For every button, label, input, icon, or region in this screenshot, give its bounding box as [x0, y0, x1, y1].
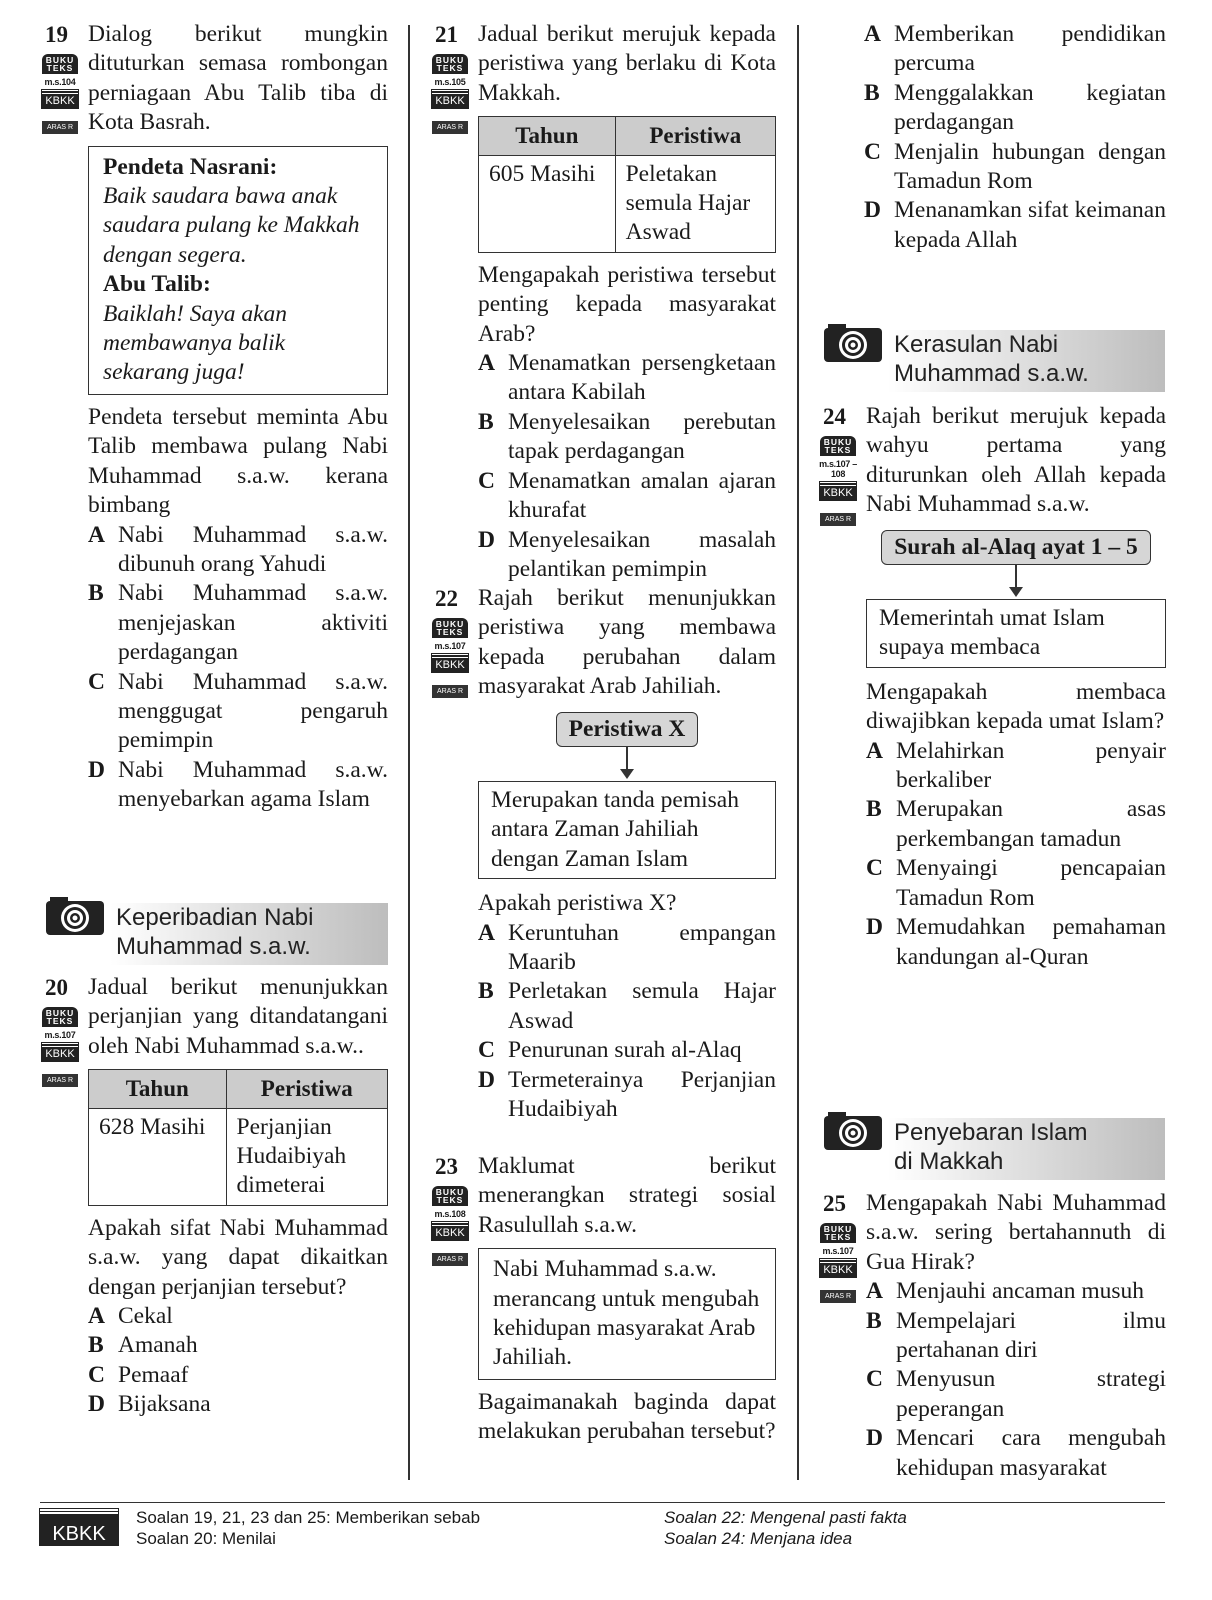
option-letter: C — [866, 855, 883, 882]
option-text: Menamatkan amalan ajaran khurafat — [508, 467, 776, 524]
kbkk-icon: KBKK — [820, 482, 856, 500]
table-row — [89, 1108, 388, 1205]
info-box: Nabi Muhammad s.a.w. merancang untuk mengubah kehidupan masyarakat Arab Jahiliah. — [478, 1248, 776, 1380]
section-title — [888, 1118, 1165, 1180]
option-letter: D — [88, 1391, 105, 1418]
kbkk-logo: KBKK — [40, 1509, 118, 1545]
option-letter: B — [88, 580, 104, 607]
option-letter: D — [866, 1425, 883, 1452]
aras-icon: ARAS R — [820, 513, 856, 526]
footer-note: Soalan 24: Menjana idea — [664, 1529, 853, 1548]
section-title-line: Muhammad s.a.w. — [894, 360, 1089, 387]
table-header: Tahun — [89, 1070, 227, 1108]
question-24 — [818, 402, 1166, 972]
table-header: Peristiwa — [226, 1070, 387, 1108]
footer-note: Soalan 19, 21, 23 dan 25: Memberikan sebab — [136, 1508, 481, 1527]
option-letter: B — [478, 408, 494, 435]
question-text: Mengapakah peristiwa tersebut penting kepada masyarakat Arab? — [478, 261, 776, 347]
question-21 — [430, 20, 776, 584]
buku-teks-icon: BUKU TEKS — [432, 1186, 468, 1206]
diagram-head-box: Surah al-Alaq ayat 1 – 5 — [881, 530, 1151, 565]
stem-text: Mengapakah Nabi Muhammad s.a.w. sering bertahannuth di Gua Hirak? — [866, 1190, 1166, 1275]
option-letter: B — [866, 796, 882, 823]
option-letter: B — [864, 79, 880, 106]
answer-option — [866, 737, 1166, 796]
textbook-badges — [40, 54, 80, 134]
option-text: Melahirkan penyair berkaliber — [896, 737, 1166, 794]
answer-option — [478, 1066, 776, 1125]
answer-option — [866, 795, 1166, 854]
option-text: Menyusun strategi peperangan — [896, 1366, 1166, 1422]
section-header-penyebaran — [822, 1110, 1165, 1180]
section-title-line: Muhammad s.a.w. — [116, 933, 311, 960]
table-cell: 628 Masihi — [89, 1108, 227, 1205]
table-row — [479, 155, 776, 252]
answer-option — [866, 1307, 1166, 1366]
textbook-badges — [430, 1186, 470, 1266]
question-text: Apakah sifat Nabi Muhammad s.a.w. yang dapat dikaitkan dengan perjanjian tersebut? — [88, 1214, 388, 1300]
aras-icon: ARAS R — [42, 1074, 78, 1087]
table-header-row — [479, 117, 776, 155]
section-header-kerasulan — [822, 322, 1165, 392]
kbkk-icon: KBKK — [42, 90, 78, 108]
answer-option — [88, 668, 388, 756]
question-number: 24 — [823, 404, 846, 429]
section-title — [110, 903, 388, 965]
answer-option — [478, 408, 776, 467]
option-letter: C — [478, 467, 495, 494]
aras-icon: ARAS R — [432, 121, 468, 134]
option-text: Menggalakkan kegiatan perdagangan — [894, 79, 1166, 136]
question-number: 23 — [435, 1154, 458, 1179]
arrow-down-icon — [626, 747, 628, 777]
answer-option — [866, 1424, 1166, 1483]
option-text: Nabi Muhammad s.a.w. menjejaskan aktiviti perdagangan — [118, 580, 388, 666]
option-text: Perletakan semula Hajar Aswad — [508, 978, 776, 1034]
stem-text: Rajah berikut menunjukkan peristiwa yang membawa kepada perubahan dalam masyarakat Arab Jahiliah. — [478, 585, 776, 700]
question-body — [430, 584, 776, 1125]
buku-teks-icon: BUKU TEKS — [820, 436, 856, 456]
speaker-name: Pendeta Nasrani: — [103, 153, 278, 180]
answer-option — [866, 913, 1166, 972]
option-letter: A — [866, 737, 883, 764]
option-letter: A — [864, 21, 881, 47]
diagram-result-box: Memerintah umat Islam supaya membaca — [866, 599, 1166, 668]
question-25 — [818, 1189, 1166, 1483]
textbook-badges — [818, 436, 858, 526]
section-header-keperibadian — [44, 895, 388, 965]
option-letter: A — [88, 521, 105, 548]
option-letter: A — [478, 919, 495, 946]
page-reference: m.s.107 — [44, 1030, 76, 1040]
answer-option — [864, 20, 1166, 79]
option-text: Termeterainya Perjanjian Hudaibiyah — [508, 1066, 776, 1123]
stem-text: Dialog berikut mungkin dituturkan semasa rombongan perniagaan Abu Talib tiba di Kota Basrah. — [88, 21, 388, 136]
textbook-badges — [818, 1223, 858, 1303]
option-letter: C — [866, 1366, 883, 1393]
textbook-badges — [430, 54, 470, 134]
flow-diagram — [866, 530, 1166, 668]
question-body — [818, 1189, 1166, 1483]
option-text: Nabi Muhammad s.a.w. menyebarkan agama Islam — [118, 756, 388, 813]
question-stem — [88, 973, 388, 1061]
kbkk-icon: KBKK — [820, 1259, 856, 1277]
stem-text: Jadual berikut menunjukkan perjanjian yang ditandatangani oleh Nabi Muhammad s.a.w.. — [88, 974, 388, 1059]
question-number: 20 — [45, 975, 68, 1000]
answer-option — [864, 196, 1166, 255]
dialog-line: Baik saudara bawa anak saudara pulang ke Makkah dengan segera. — [103, 183, 360, 268]
question-text: Bagaimanakah baginda dapat melakukan perubahan tersebut? — [478, 1388, 776, 1445]
answer-option — [864, 138, 1166, 197]
buku-teks-icon: BUKU TEKS — [42, 54, 78, 74]
table-header: Tahun — [479, 117, 616, 155]
answer-option — [866, 854, 1166, 913]
option-letter: A — [478, 350, 495, 377]
option-text: Penurunan surah al-Alaq — [508, 1037, 742, 1064]
option-text: Menjalin hubungan dengan Tamadun Rom — [894, 138, 1166, 195]
question-body — [430, 1152, 776, 1447]
option-text: Menjauhi ancaman musuh — [896, 1278, 1144, 1305]
answer-option — [478, 526, 776, 585]
answer-option — [866, 1277, 1166, 1306]
option-text: Pemaaf — [118, 1361, 189, 1388]
kbkk-icon: KBKK — [432, 90, 468, 108]
option-letter: D — [478, 526, 495, 553]
textbook-badges — [40, 1007, 80, 1087]
answer-option — [88, 1361, 388, 1390]
aras-icon: ARAS R — [820, 1290, 856, 1303]
option-letter: A — [88, 1303, 105, 1330]
section-title-line: Kerasulan Nabi — [894, 331, 1059, 358]
option-letter: B — [478, 978, 494, 1005]
section-title-line: Penyebaran Islam — [894, 1119, 1088, 1146]
question-stem — [478, 1152, 776, 1240]
option-text: Keruntuhan empangan Maarib — [508, 919, 776, 976]
option-letter: C — [478, 1037, 495, 1064]
answer-option — [88, 756, 388, 815]
footer-note: Soalan 20: Menilai — [136, 1529, 276, 1548]
option-text: Memberikan pendidikan percuma — [894, 21, 1166, 77]
table-cell: Peletakan semula Hajar Aswad — [615, 155, 775, 252]
option-text: Nabi Muhammad s.a.w. dibunuh orang Yahudi — [118, 521, 388, 577]
answer-option — [478, 977, 776, 1036]
question-stem — [478, 584, 776, 702]
option-text: Nabi Muhammad s.a.w. menggugat pengaruh pemimpin — [118, 668, 388, 754]
answer-option — [88, 1302, 388, 1331]
page-reference: m.s.107 – 108 — [819, 459, 857, 479]
option-text: Amanah — [118, 1332, 198, 1359]
stem-text: Maklumat berikut menerangkan strategi sosial Rasulullah s.a.w. — [478, 1153, 776, 1238]
answer-option — [478, 349, 776, 408]
option-text: Menyelesaikan perebutan tapak perdagangan — [508, 408, 776, 465]
question-number: 19 — [45, 22, 68, 47]
question-number: 21 — [435, 22, 458, 47]
table-cell: Perjanjian Hudaibiyah dimeterai — [226, 1108, 387, 1205]
question-body — [818, 402, 1166, 972]
option-text: Mencari cara mengubah kehidupan masyarakat — [896, 1425, 1166, 1481]
footer-note: Soalan 22: Mengenal pasti fakta — [664, 1508, 907, 1527]
question-text: Apakah peristiwa X? — [478, 890, 677, 917]
buku-teks-icon: BUKU TEKS — [432, 54, 468, 74]
question-body — [40, 20, 388, 815]
option-text: Mempelajari ilmu pertahanan diri — [896, 1307, 1166, 1364]
option-letter: A — [866, 1278, 883, 1305]
page-reference: m.s.108 — [434, 1209, 466, 1219]
question-text: Pendeta tersebut meminta Abu Talib membawa pulang Nabi Muhammad s.a.w. kerana bimbang — [88, 403, 388, 519]
info-table — [88, 1069, 388, 1206]
option-text: Bijaksana — [118, 1391, 211, 1418]
question-text: Mengapakah membaca diwajibkan kepada umat Islam? — [866, 678, 1166, 735]
buku-teks-icon: BUKU TEKS — [820, 1223, 856, 1243]
buku-teks-icon: BUKU TEKS — [432, 618, 468, 638]
answer-option — [88, 1331, 388, 1360]
option-text: Memudahkan pemahaman kandungan al-Quran — [896, 914, 1166, 970]
diagram-result-box: Merupakan tanda pemisah antara Zaman Jahiliah dengan Zaman Islam — [478, 781, 776, 879]
table-header-row — [89, 1070, 388, 1108]
page-reference: m.s.107 — [822, 1246, 854, 1256]
info-table — [478, 116, 776, 253]
option-text: Menamatkan persengketaan antara Kabilah — [508, 350, 776, 406]
option-letter: C — [88, 1361, 105, 1388]
option-text: Menanamkan sifat keimanan kepada Allah — [894, 197, 1166, 253]
option-text: Cekal — [118, 1303, 173, 1330]
stem-text: Rajah berikut merujuk kepada wahyu pertama yang diturunkan oleh Allah kepada Nabi Muhammad s.a.w. — [866, 403, 1166, 518]
section-title — [888, 330, 1165, 392]
option-letter: D — [864, 197, 881, 224]
aras-icon: ARAS R — [42, 121, 78, 134]
option-letter: B — [88, 1332, 104, 1359]
option-text: Merupakan asas perkembangan tamadun — [896, 796, 1166, 852]
question-23 — [430, 1152, 776, 1447]
footer — [40, 1502, 1165, 1548]
question-22 — [430, 584, 776, 1125]
table-cell: 605 Masihi — [479, 155, 616, 252]
answer-option — [88, 521, 388, 580]
answer-option — [478, 1036, 776, 1065]
question-stem — [866, 402, 1166, 520]
question-body — [40, 973, 388, 1420]
question-stem — [866, 1189, 1166, 1277]
question-23-options — [820, 20, 1166, 255]
aras-icon: ARAS R — [432, 685, 468, 698]
question-stem — [478, 20, 776, 108]
stem-text: Jadual berikut merujuk kepada peristiwa yang berlaku di Kota Makkah. — [478, 21, 776, 106]
speaker-name: Abu Talib: — [103, 271, 211, 298]
column-divider — [408, 25, 410, 1480]
option-letter: B — [866, 1307, 882, 1334]
answer-option — [866, 1365, 1166, 1424]
section-camera-icon — [44, 895, 106, 939]
answer-option — [864, 79, 1166, 138]
answer-option — [88, 579, 388, 667]
option-letter: C — [864, 138, 881, 165]
section-title-line: Keperibadian Nabi — [116, 904, 314, 931]
textbook-badges — [430, 618, 470, 698]
flow-diagram — [478, 712, 776, 880]
section-camera-icon — [822, 1110, 884, 1154]
arrow-down-icon — [1015, 565, 1017, 595]
aras-icon: ARAS R — [432, 1253, 468, 1266]
option-letter: C — [88, 668, 105, 695]
section-title-line: di Makkah — [894, 1148, 1004, 1175]
page-reference: m.s.104 — [44, 77, 76, 87]
question-20 — [40, 973, 388, 1420]
kbkk-icon: KBKK — [42, 1043, 78, 1061]
answer-option — [88, 1390, 388, 1419]
option-letter: D — [478, 1066, 495, 1093]
table-header: Peristiwa — [615, 117, 775, 155]
option-letter: D — [88, 756, 105, 783]
option-text: Menyelesaikan masalah pelantikan pemimpin — [508, 526, 776, 582]
kbkk-icon: KBKK — [432, 1222, 468, 1240]
question-number: 22 — [435, 586, 458, 611]
question-19 — [40, 20, 388, 815]
diagram-head-box: Peristiwa X — [556, 712, 699, 747]
answer-option — [478, 919, 776, 978]
kbkk-icon: KBKK — [432, 654, 468, 672]
option-text: Menyaingi pencapaian Tamadun Rom — [896, 855, 1166, 911]
dialog-line: Baiklah! Saya akan membawanya balik sekarang juga! — [103, 300, 288, 386]
dialog-box — [88, 146, 388, 395]
buku-teks-icon: BUKU TEKS — [42, 1007, 78, 1027]
section-camera-icon — [822, 322, 884, 366]
answer-option — [478, 467, 776, 526]
question-number: 25 — [823, 1191, 846, 1216]
page-reference: m.s.107 — [434, 641, 466, 651]
question-stem — [88, 20, 388, 138]
page-reference: m.s.105 — [434, 77, 466, 87]
question-body — [430, 20, 776, 584]
option-letter: D — [866, 914, 883, 941]
column-divider — [797, 25, 799, 1480]
